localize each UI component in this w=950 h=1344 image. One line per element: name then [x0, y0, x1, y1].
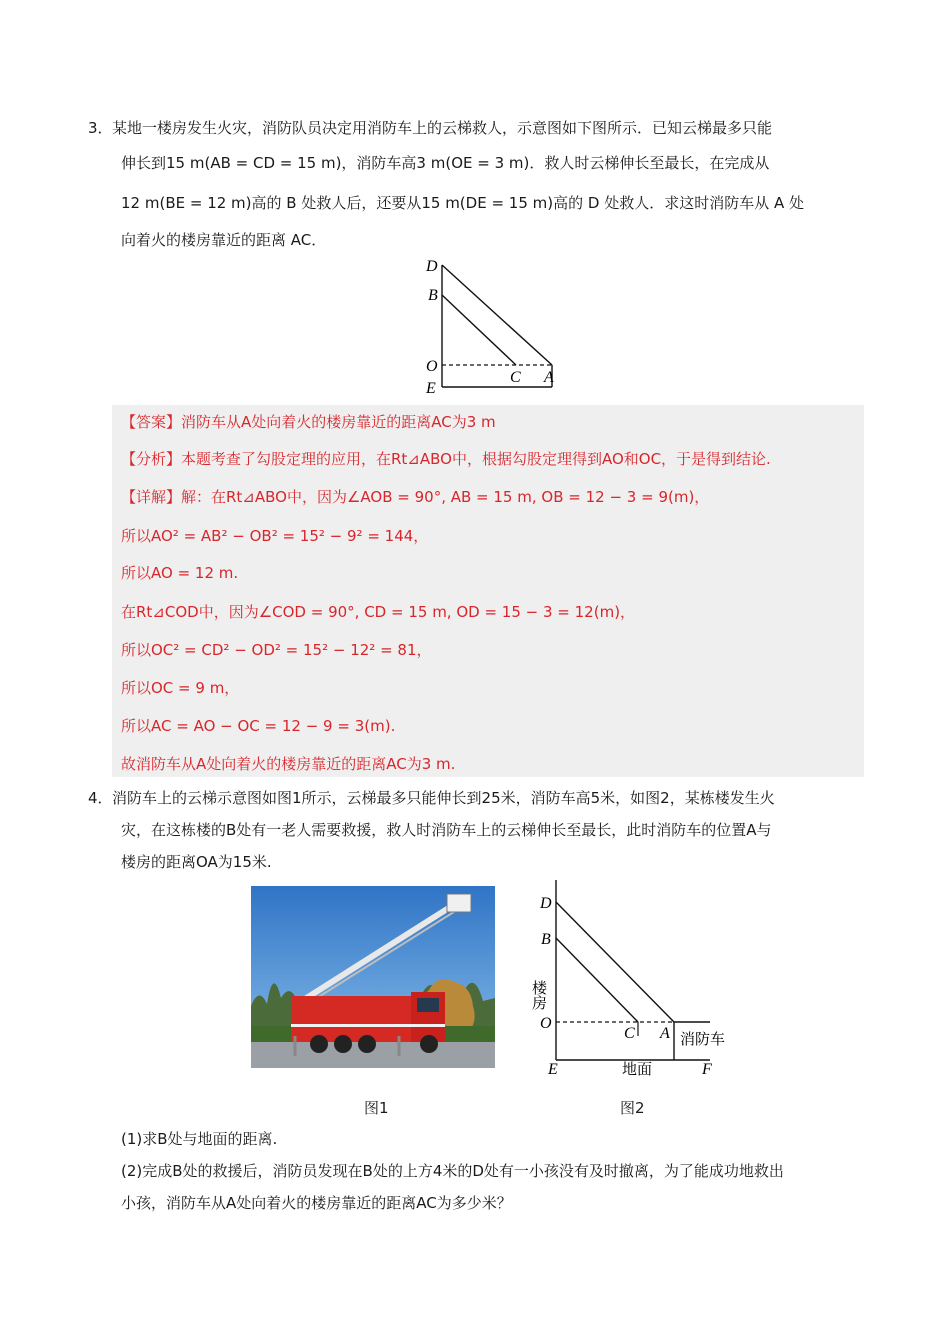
photo-truck-stripe — [291, 1024, 445, 1027]
detail-line: 【详解】解：在Rt⊿ABO中，因为∠AOB = 90°, AB = 15 m, OB = 12 − 3 = 9(m)， — [121, 488, 710, 506]
label-b: B — [541, 931, 551, 948]
label-building: 楼房 — [530, 980, 546, 1010]
q3-text-line4: 向着火的楼房靠近的距离 AC． — [121, 231, 327, 249]
q3-figure — [420, 255, 570, 395]
photo-cab-window — [417, 998, 439, 1012]
ladder-da — [556, 902, 674, 1022]
q4-sub2-line2: 小孩，消防车从A处向着火的楼房靠近的距离AC为多少米？ — [121, 1194, 512, 1212]
ladder-bc — [556, 938, 638, 1022]
q4-figure2 — [532, 876, 752, 1076]
q4-sub2-line1: (2)完成B处的救援后，消防员发现在B处的上方4米的D处有一小孩没有及时撤离，为了能成功地救出 — [121, 1162, 784, 1180]
label-d: D — [540, 895, 552, 912]
solution-step-3: 在Rt⊿COD中，因为∠COD = 90°, CD = 15 m, OD = 15 − 3 = 12(m)， — [121, 603, 636, 621]
q4-text-line2: 灾，在这栋楼的B处有一老人需要救援，救人时消防车上的云梯伸长至最长，此时消防车的位置A与 — [121, 821, 772, 839]
analysis-line: 【分析】本题考查了勾股定理的应用，在Rt⊿ABO中，根据勾股定理得到AO和OC，于是得到结论. — [121, 450, 771, 468]
q4-text-line1: 消防车上的云梯示意图如图1所示，云梯最多只能伸长到25米，消防车高5米，如图2，某栋楼发生火 — [112, 789, 775, 807]
label-d: D — [426, 258, 438, 275]
label-a: A — [660, 1025, 670, 1042]
photo-wheel-3 — [358, 1035, 376, 1053]
solution-step-7: 故消防车从A处向着火的楼房靠近的距离AC为3 m. — [121, 755, 456, 773]
q3-text-line1: 某地一楼房发生火灾，消防队员决定用消防车上的云梯救人，示意图如下图所示．已知云梯最多只能 — [112, 119, 773, 137]
q4-number: 4． — [88, 789, 113, 807]
q3-number: 3． — [88, 119, 113, 137]
fire-truck-photo — [251, 886, 495, 1068]
ladder-da — [442, 265, 552, 365]
photo-wheel-4 — [420, 1035, 438, 1053]
solution-step-4: 所以OC² = CD² − OD² = 15² − 12² = 81， — [121, 641, 432, 659]
label-c: C — [510, 369, 521, 386]
label-o: O — [540, 1015, 552, 1032]
answer-line: 【答案】消防车从A处向着火的楼房靠近的距离AC为3 m — [121, 413, 496, 431]
label-c: C — [624, 1025, 635, 1042]
q4-sub1: (1)求B处与地面的距离. — [121, 1130, 278, 1148]
label-f: F — [702, 1061, 712, 1078]
label-a: A — [544, 369, 554, 386]
label-ground: 地面 — [622, 1062, 653, 1078]
solution-step-5: 所以OC = 9 m， — [121, 679, 240, 697]
label-b: B — [428, 287, 438, 304]
solution-step-1: 所以AO² = AB² − OB² = 15² − 9² = 144， — [121, 527, 429, 545]
q3-text-line3: 12 m(BE = 12 m)高的 B 处救人后，还要从15 m(DE = 15 m)高的 D 处救人．求这时消防车从 A 处 — [121, 194, 804, 212]
fig1-caption: 图1 — [364, 1099, 389, 1117]
solution-step-6: 所以AC = AO − OC = 12 − 9 = 3(m). — [121, 717, 396, 735]
ladder-bc — [442, 295, 516, 365]
photo-wheel-2 — [334, 1035, 352, 1053]
q4-text-line3: 楼房的距离OA为15米. — [121, 853, 272, 871]
photo-wheel-1 — [310, 1035, 328, 1053]
label-e: E — [548, 1061, 558, 1078]
label-e: E — [426, 380, 436, 397]
label-truck: 消防车 — [680, 1032, 726, 1048]
photo-truck-body — [291, 996, 431, 1042]
q3-text-line2: 伸长到15 m(AB = CD = 15 m)，消防车高3 m(OE = 3 m)．救人时云梯伸长至最长，在完成从 — [121, 154, 770, 172]
photo-basket — [447, 894, 471, 912]
fig2-caption: 图2 — [620, 1099, 645, 1117]
solution-step-2: 所以AO = 12 m. — [121, 564, 239, 582]
label-o: O — [426, 358, 438, 375]
